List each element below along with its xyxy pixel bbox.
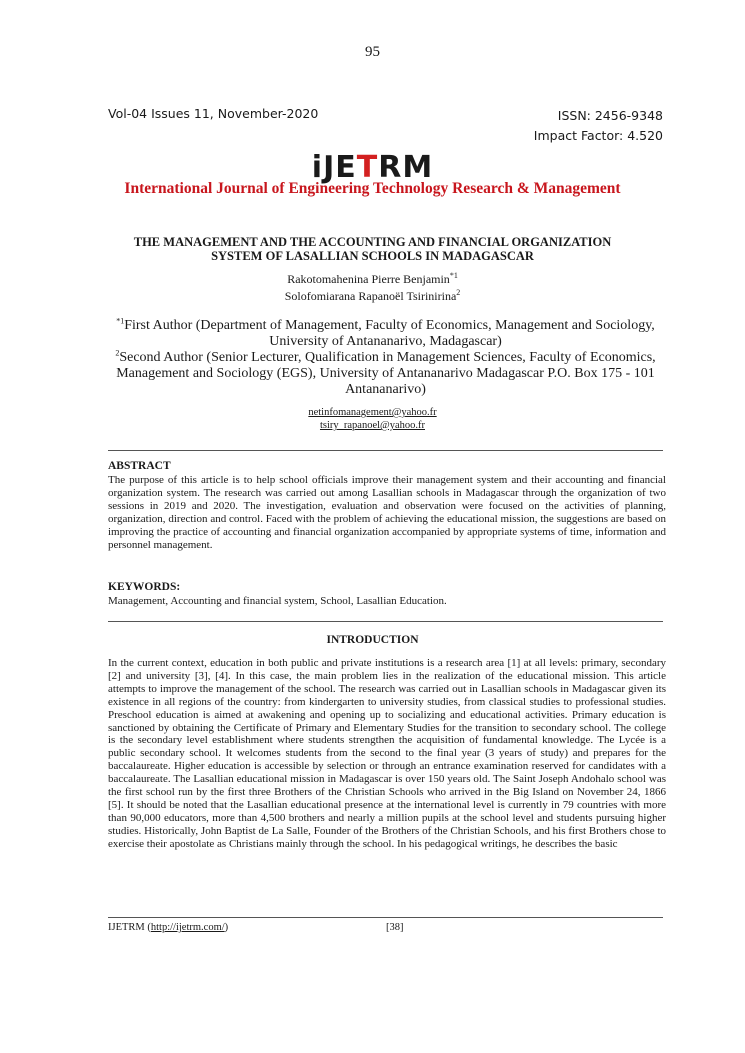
abstract-text: The purpose of this article is to help school officials improve their management system and their accounting and financial organization system. The research was carried out among Lasallian schools in Madagascar through the organization of two sessions in 2019 and 2020. The investigation, evaluation and observation were focused on the activities of planning, organization, direction and control. Faced with the problem of achieving the educational mission, the suggestions are based on improving the practice of accounting and financial organization accompanied by appropriate systems of time, information and personnel management. (108, 474, 666, 551)
affiliation-2 (108, 350, 663, 398)
email-2[interactable]: tsiry_rapanoel@yahoo.fr (319, 420, 425, 431)
logo-part1: iJE (311, 150, 357, 185)
divider-top (108, 450, 663, 451)
footer-url-link[interactable]: http://ijetrm.com/ (150, 922, 225, 933)
introduction-text: In the current context, education in both public and private institutions is a research area [1] at all levels: primary, secondary [2] and university [3], [4]. In this case, the main problem lies in the realization of the educational mission. This article attempts to improve the management of the school. The research was carried out in Lasallian schools in Madagascar given its existence in all regions of the country: from kindergarten to university studies, from classical studies to professional studies. Preschool education is aimed at awakening and opening up to socializing and educational activities. Primary education is sanctioned by obtaining the Certificate of Primary and Elementary Studies for the transition to secondary school. The college is the secondary level establishment where students strengthen the acquisition of fundamental knowledge. The Lycée is a public secondary school. It welcomes students from the second to the final year (3 years of study) and prepares for the baccalaureate. Higher education is accessible by selection or through an entrance examination reserved for candidates with a baccalaureate. The Lasallian educational mission in Madagascar is over 150 years old. The Saint Joseph Andohalo school was the first school run by the first three Brothers of the Christian Schools who arrived in the Big Island on November 24, 1866 [5]. It should be noted that the Lasallian educational presence at the international level is currently in 79 countries with more than 90,000 educators, more than 4,500 brothers and nearly a million pupils at the school level and students pursuing higher studies. Historically, John Baptist de La Salle, Founder of the Brothers of the Christian Schools, and his first Brothers chose to exercise their apostolate as Christians mainly through the school. In his pedagogical writings, he describes the basic (108, 657, 666, 850)
issn-block (534, 106, 663, 146)
affiliation-1-text: First Author (Department of Management, Faculty of Economics, Management and Sociology, University of Antananarivo, Madagascar) (124, 318, 655, 349)
affiliation-2-sup: 2 (115, 348, 120, 358)
author-2 (0, 289, 745, 304)
keywords-heading: KEYWORDS: (108, 581, 181, 593)
logo-part2: T (356, 150, 379, 185)
abstract-heading: ABSTRACT (108, 460, 171, 472)
footer-journal: IJETRM (http://ijetrm.com/) (108, 922, 229, 933)
introduction-heading: INTRODUCTION (326, 634, 419, 646)
affiliation-1-sup: *1 (116, 316, 125, 326)
author-2-sup: 2 (456, 288, 461, 297)
author-1-sup: *1 (449, 271, 458, 280)
issn: ISSN: 2456-9348 (557, 108, 663, 123)
affiliation-1 (108, 318, 663, 350)
footer-page: [38] (386, 922, 404, 933)
impact-factor: Impact Factor: 4.520 (533, 128, 663, 143)
affiliation-2-text: Second Author (Senior Lecturer, Qualification in Management Sciences, Faculty of Economics, Management and Sociology (EGS), University of Antananarivo Madagascar P.O. Box 175 - 101 Antananarivo) (116, 350, 656, 397)
title-line-2: SYSTEM OF LASALLIAN SCHOOLS IN MADAGASCAR (211, 249, 534, 263)
author-1 (0, 272, 745, 287)
keywords-text: Management, Accounting and financial system, School, Lasallian Education. (108, 595, 447, 607)
author-2-name: Solofomiarana Rapanoël Tsirinirina (284, 289, 457, 303)
volume-info: Vol-04 Issues 11, November-2020 (108, 106, 319, 121)
divider-middle (108, 621, 663, 622)
journal-name: International Journal of Engineering Technology Research & Management (124, 180, 621, 197)
page-number: 95 (365, 44, 380, 60)
footer-journal-name: IJETRM (108, 922, 145, 933)
title-line-1: THE MANAGEMENT AND THE ACCOUNTING AND FINANCIAL ORGANIZATION (133, 235, 612, 249)
divider-footer (108, 917, 663, 918)
logo-part3: RM (378, 150, 434, 185)
paper-title (100, 235, 645, 263)
email-1[interactable]: netinfomanagement@yahoo.fr (308, 407, 437, 418)
affiliations (108, 318, 663, 398)
author-1-name: Rakotomahenina Pierre Benjamin (287, 272, 450, 286)
